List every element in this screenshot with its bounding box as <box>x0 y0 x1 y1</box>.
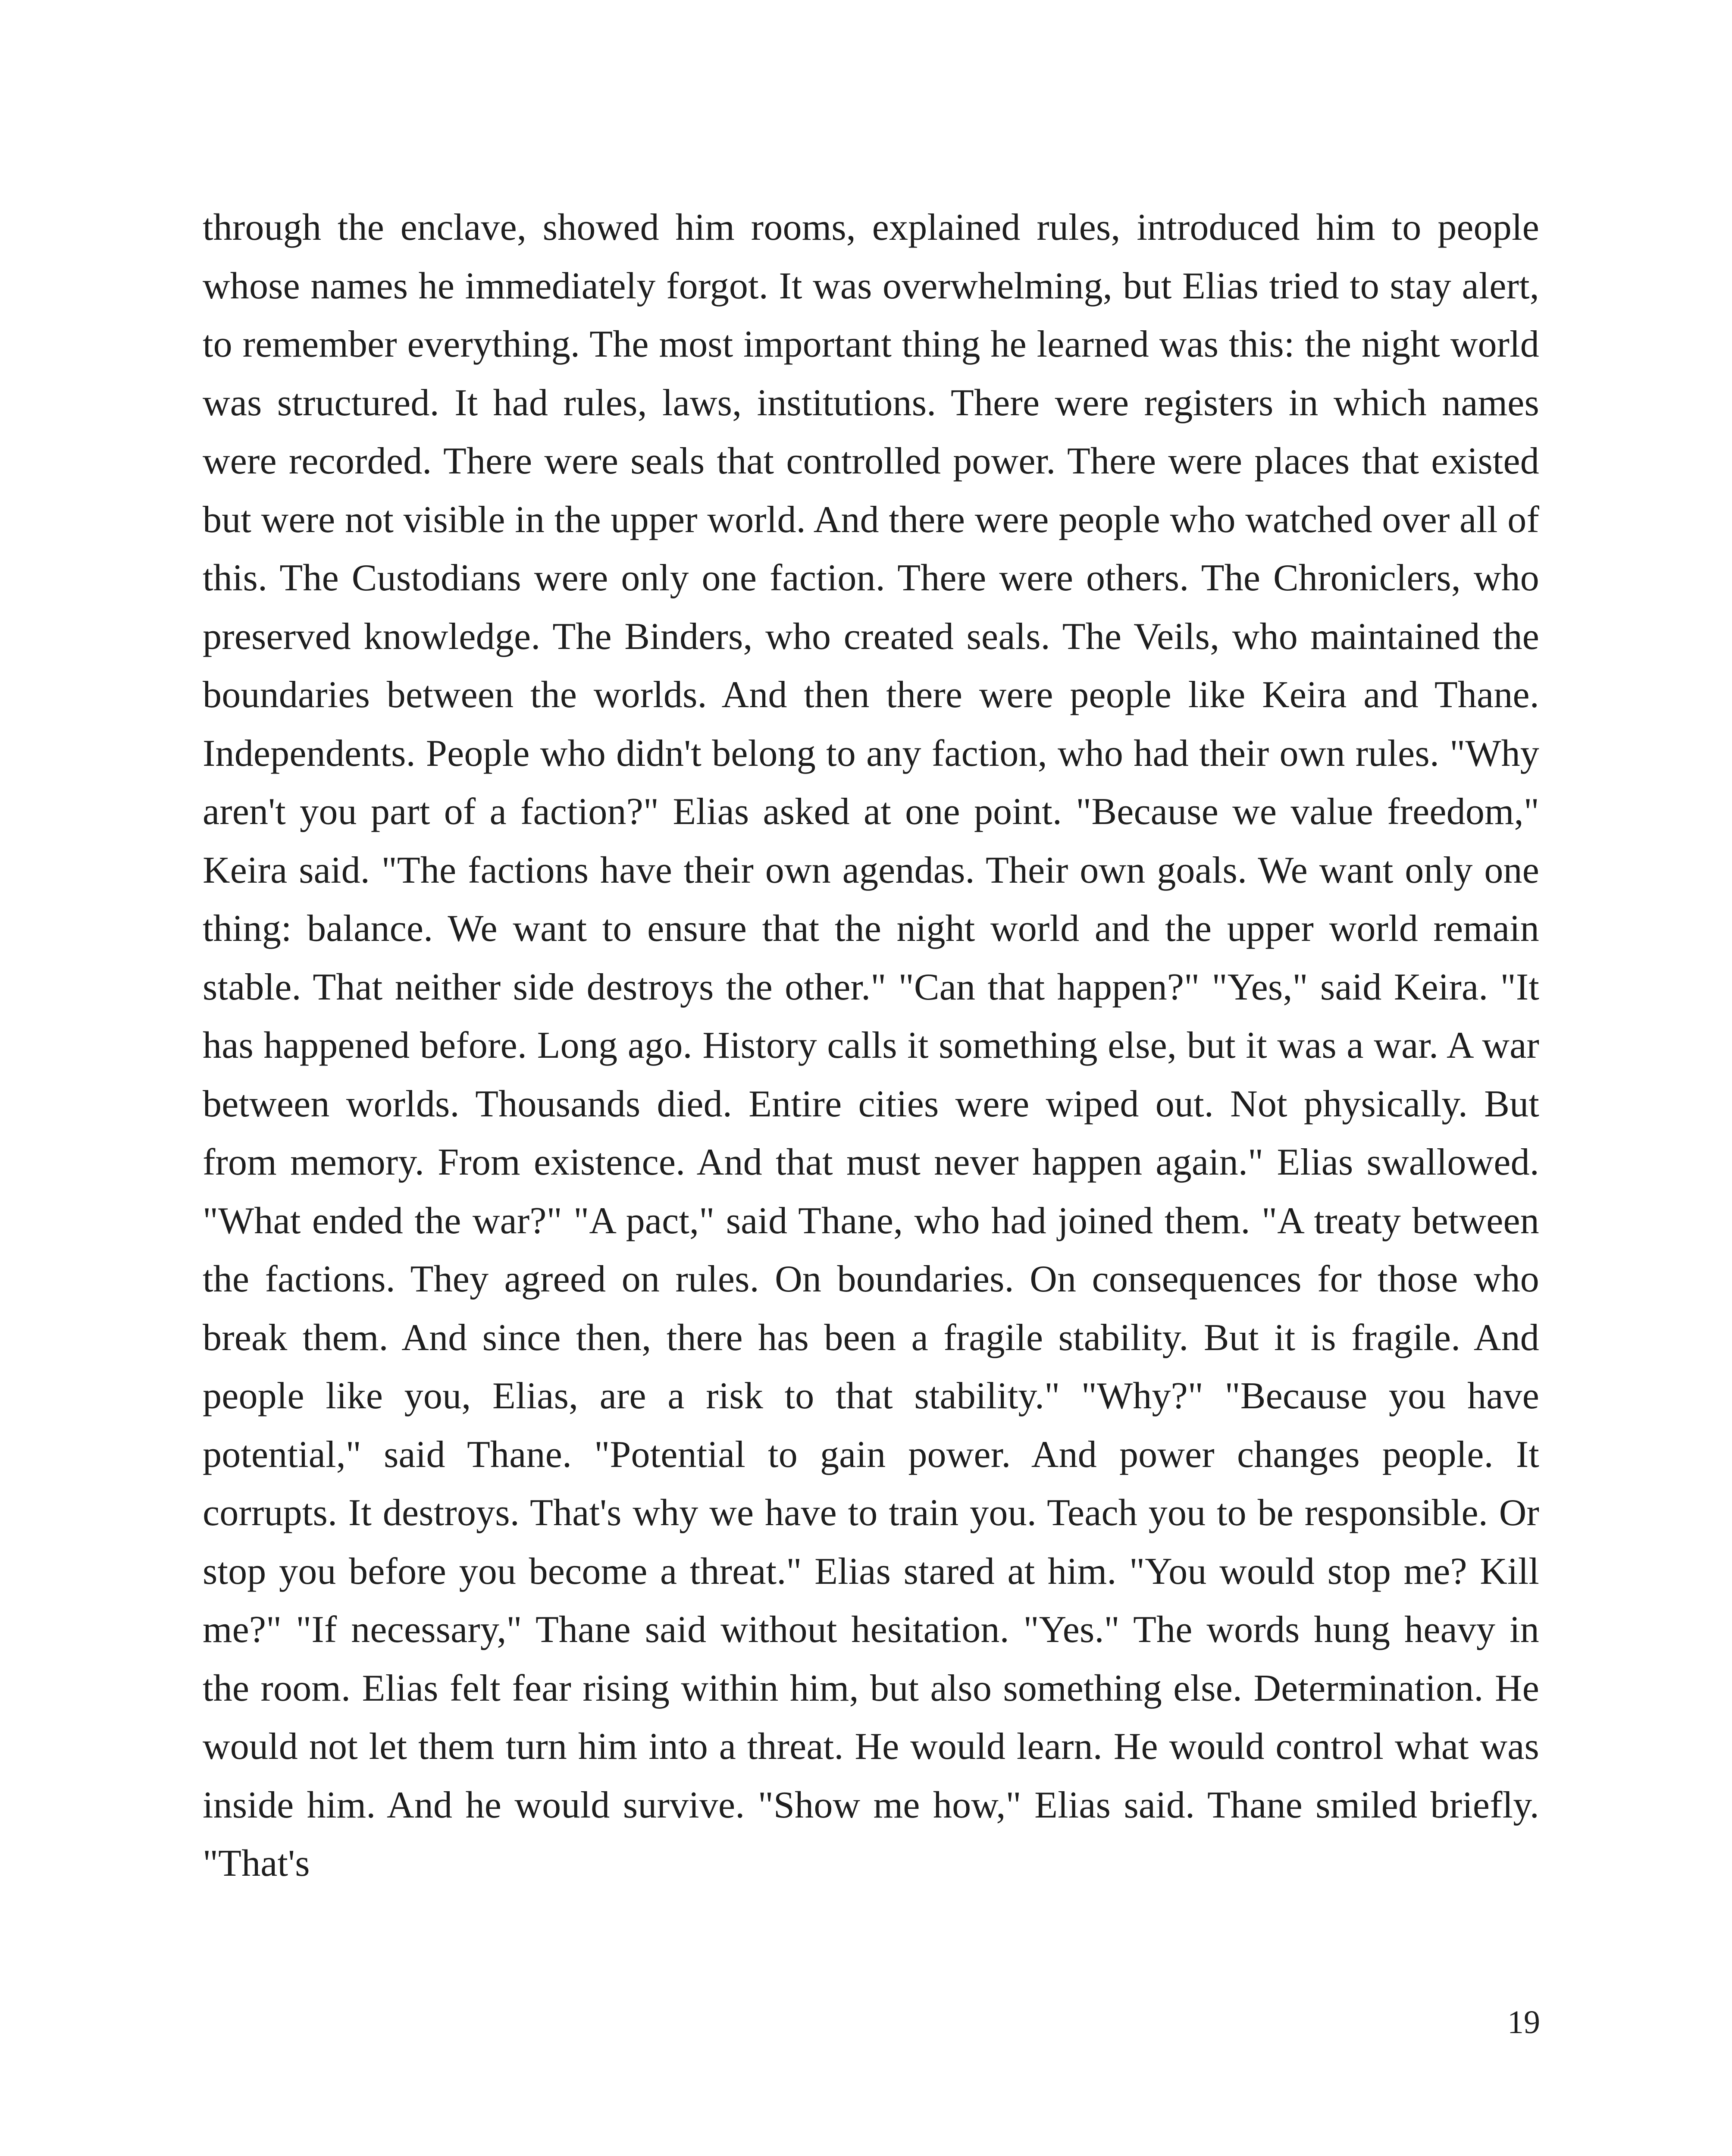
page-number: 19 <box>1507 2004 1540 2040</box>
body-paragraph: through the enclave, showed him rooms, explained rules, introduced him to people whose names he immediately forgot. It was overwhelming, but Elias tried to stay alert, to remember everything. The most important thing he learned was this: the night world was structured. It had rules, laws, institutions. There were registers in which names were recorded. There were seals that controlled power. There were places that existed but were not visible in the upper world. And there were people who watched over all of this. The Custodians were only one faction. There were others. The Chroniclers, who preserved knowledge. The Binders, who created seals. The Veils, who maintained the boundaries between the worlds. And then there were people like Keira and Thane. Independents. People who didn't belong to any faction, who had their own rules. "Why aren't you part of a faction?" Elias asked at one point. "Because we value freedom," Keira said. "The factions have their own agendas. Their own goals. We want only one thing: balance. We want to ensure that the night world and the upper world remain stable. That neither side destroys the other." "Can that happen?" "Yes," said Keira. "It has happened before. Long ago. History calls it something else, but it was a war. A war between worlds. Thousands died. Entire cities were wiped out. Not physically. But from memory. From existence. And that must never happen again." Elias swallowed. "What ended the war?" "A pact," said Thane, who had joined them. "A treaty between the factions. They agreed on rules. On boundaries. On consequences for those who break them. And since then, there has been a fragile stability. But it is fragile. And people like you, Elias, are a risk to that stability." "Why?" "Because you have potential," said Thane. "Potential to gain power. And power changes people. It corrupts. It destroys. That's why we have to train you. Teach you to be responsible. Or stop you before you become a threat." Elias stared at him. "You would stop me? Kill me?" "If necessary," Thane said without hesitation. "Yes." The words hung heavy in the room. Elias felt fear rising within him, but also something else. Determination. He would not let them turn him into a threat. He would learn. He would control what was inside him. And he would survive. "Show me how," Elias said. Thane smiled briefly. "That's <box>203 207 1539 1884</box>
